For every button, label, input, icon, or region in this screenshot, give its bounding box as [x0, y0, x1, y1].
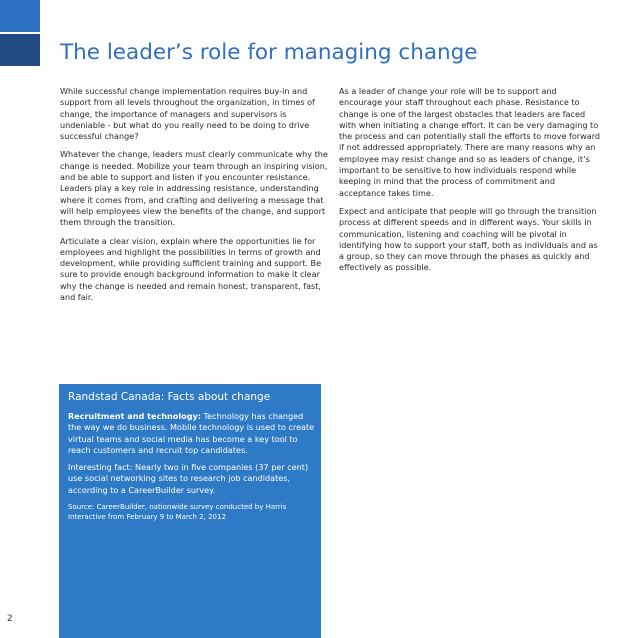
right-paragraph-2: Expect and anticipate that people will go through the transition process at different speeds and in different ways. Your skills in communication, listening and coaching will be pivotal in identifying how to support your staff, both as individuals and as a group, so they can move through the phases as quickly and effectively as possible.: [339, 205, 598, 273]
facts-body: [68, 411, 316, 528]
left-paragraph-1: While successful change implementation requires buy-in and support from all levels throughout the organization, in times of change, the importance of managers and supervisors is undeniable - but what do you really need to be doing to drive successful change?: [60, 86, 315, 142]
facts-lead-label: Recruitment and technology:: [68, 411, 202, 421]
facts-lead-text: Technology has changed the way we do business. Mobile technology is used to create virtual teams and social media has become a key tool to reach customers and recruit top candidates.: [68, 411, 315, 455]
facts-callout-box: [59, 384, 321, 638]
facts-title: Randstad Canada: Facts about change: [68, 391, 271, 403]
right-paragraph-1: As a leader of change your role will be to support and encourage your staff throughout each phase. Resistance to change is one of the largest obstacles that leaders are faced with when initiating a change effort. It can be very damaging to the process and can potentially stall the efforts to move forward if not addressed appropriately. There are many reasons why an employee may resist change and so as leaders of change, it’s important to be sensitive to how individuals respond while keeping in mind that the process of commitment and acceptance takes time.: [339, 86, 601, 198]
facts-source: Source: CareerBuilder, nationwide survey conducted by Harris Interactive from February 9 to March 2, 2012: [68, 503, 287, 522]
right-column: [339, 86, 601, 281]
page-title: The leader’s role for managing change: [60, 40, 478, 65]
left-paragraph-2: Whatever the change, leaders must clearly communicate why the change is needed. Mobilize your team through an inspiring vision, and be able to support and listen if you encounter resistance. Leaders play a key role in addressing resistance, understanding where it comes from, and crafting and delivering a message that will help employees view the benefits of the change, and support them through the transition.: [60, 149, 328, 228]
decorative-block-bottom: [0, 34, 40, 66]
left-paragraph-3: Articulate a clear vision, explain where the opportunities lie for employees and highlight the possibilities in terms of growth and development, while providing sufficient training and support. Be sure to provide enough background information to make it clear why the change is needed and remain honest, transparent, fast, and fair.: [60, 235, 322, 303]
decorative-block-top: [0, 0, 40, 32]
page-number: 2: [7, 614, 13, 624]
facts-interesting-fact: Interesting fact: Nearly two in five companies (37 per cent) use social networking sites to research job candidates, according to a CareerBuilder survey.: [68, 462, 309, 495]
facts-lead-paragraph: [68, 411, 316, 456]
left-column: [60, 86, 328, 310]
